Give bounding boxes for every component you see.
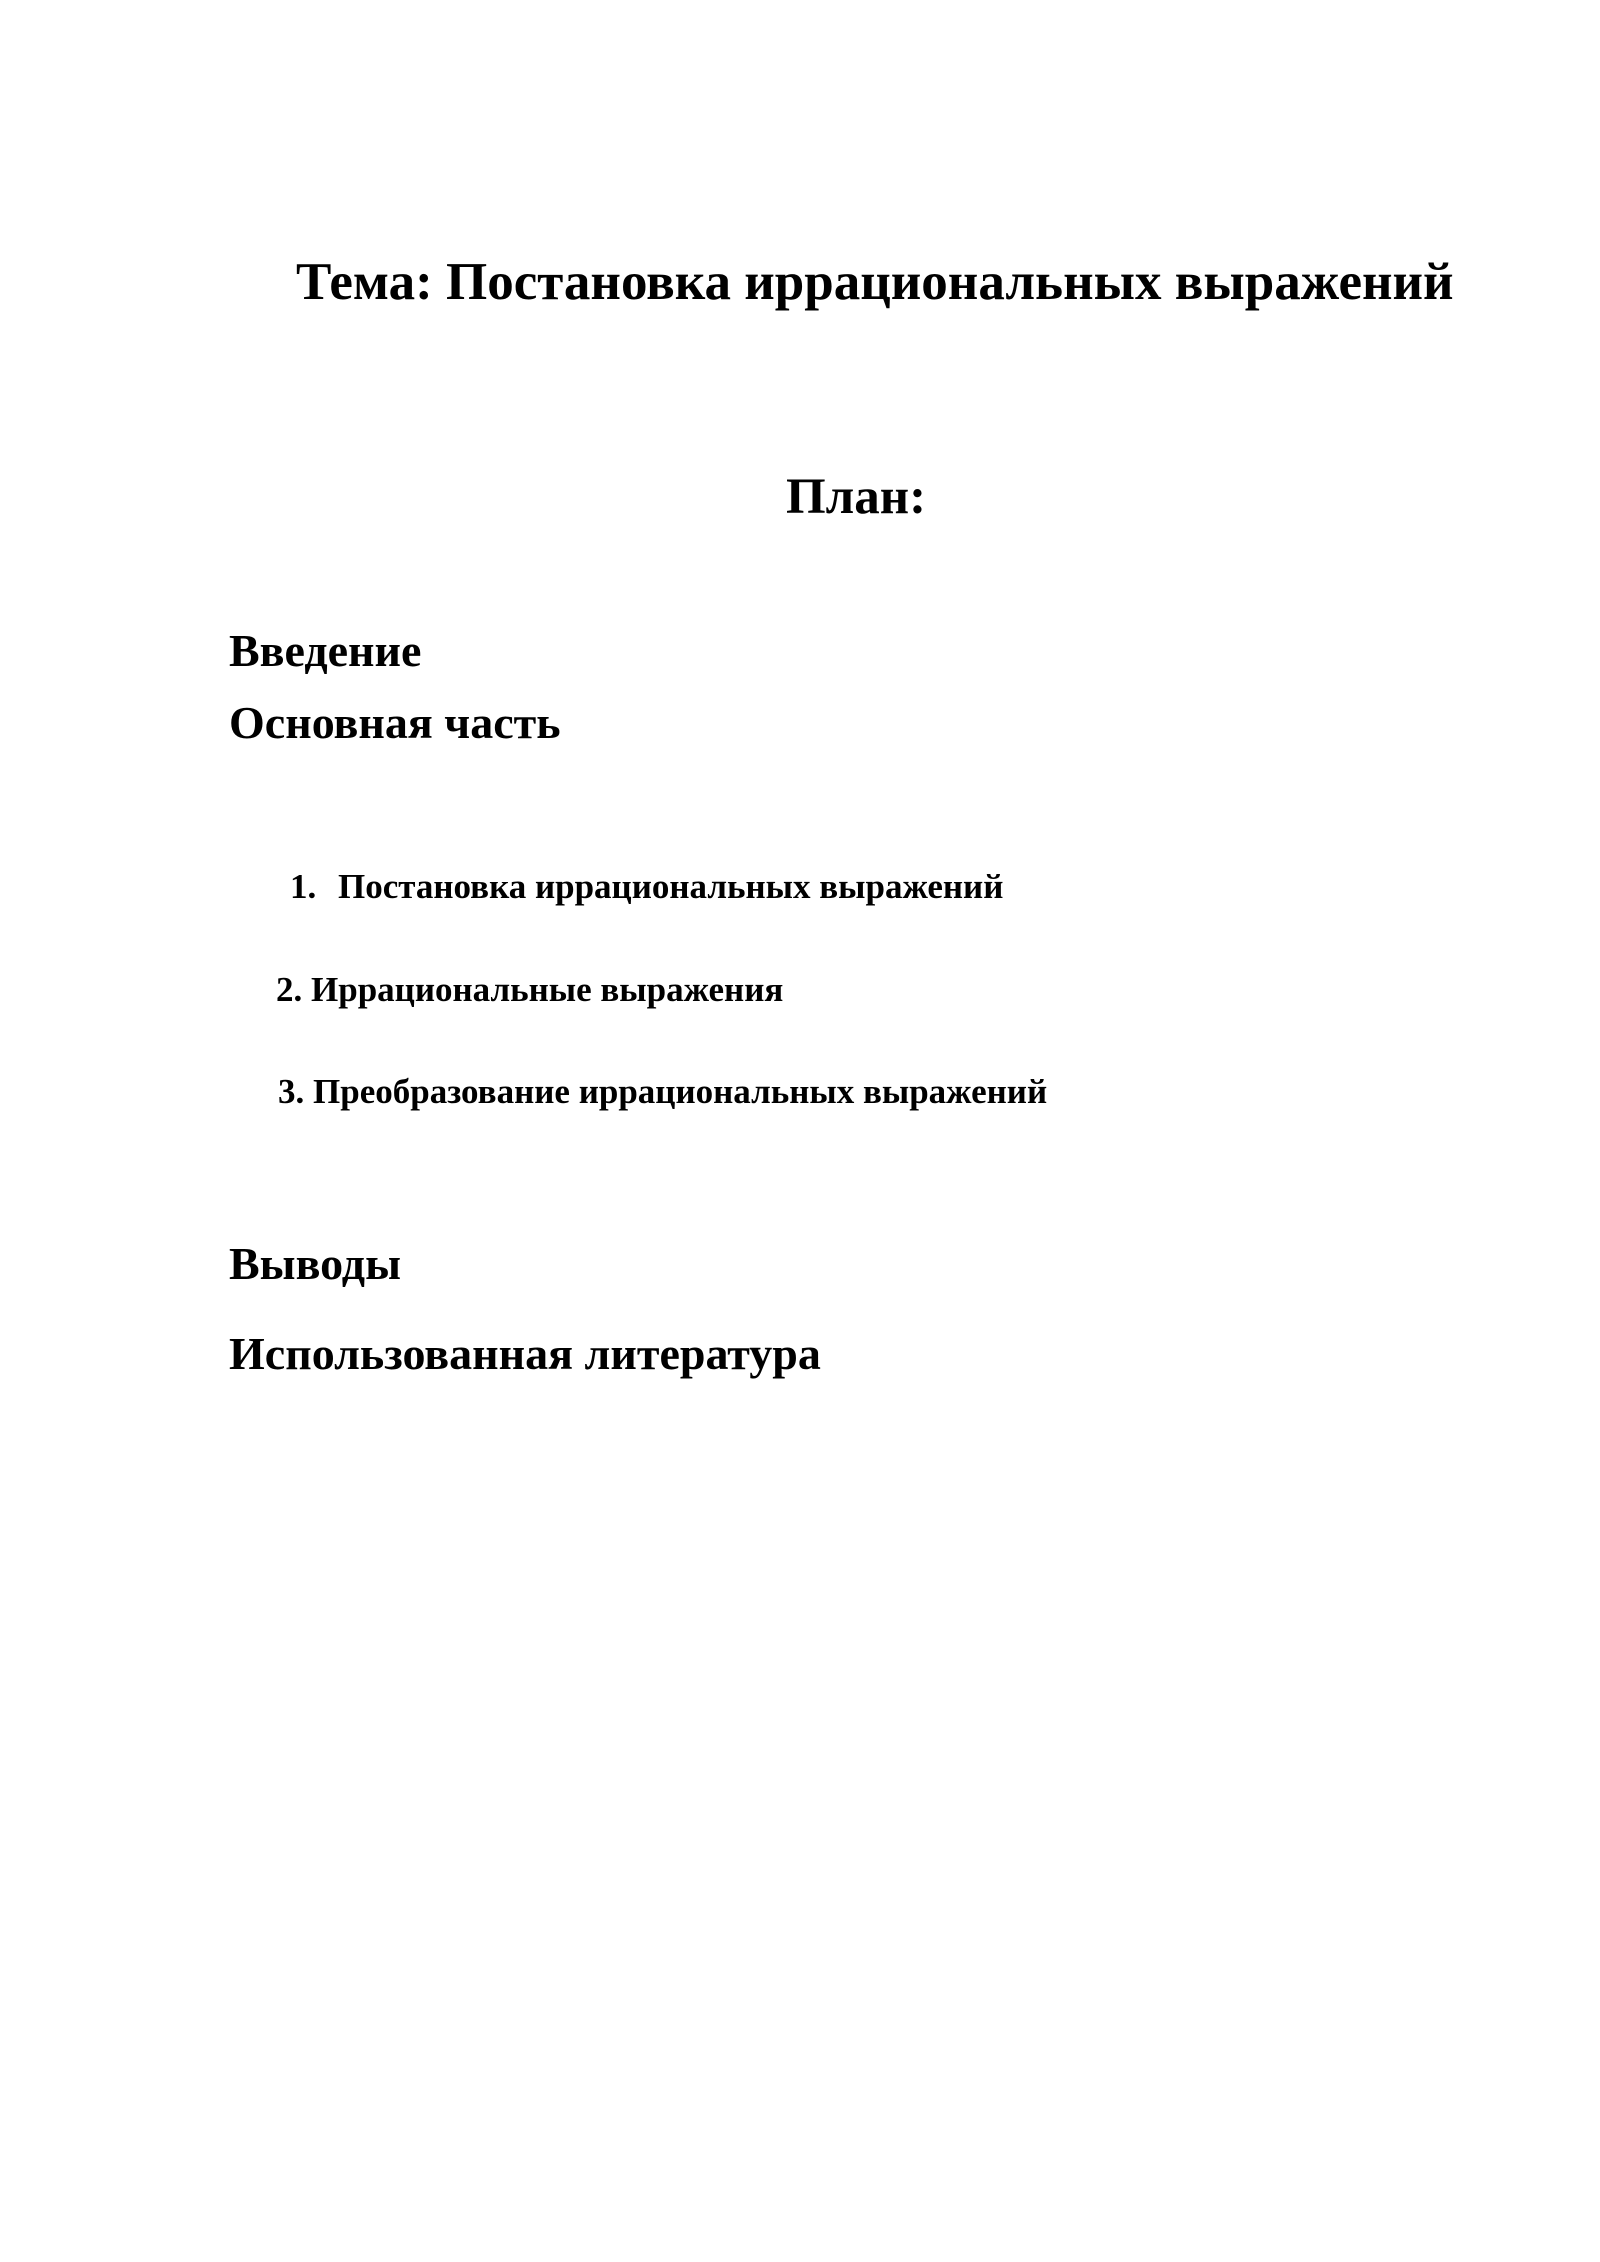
subitem-text: Преобразование иррациональных выражений — [313, 1072, 1048, 1111]
subitem-2 — [276, 972, 783, 1007]
subitem-text: Иррациональные выражения — [311, 970, 784, 1009]
subitem-1 — [290, 869, 1003, 904]
section-literature: Использованная литература — [229, 1328, 821, 1379]
subitem-text: Постановка иррациональных выражений — [338, 867, 1004, 906]
document-title: Тема: Постановка иррациональных выражений — [296, 253, 1454, 311]
subitem-number: 3. — [278, 1072, 305, 1111]
subitem-number: 1. — [290, 867, 317, 906]
section-conclusions: Выводы — [229, 1238, 401, 1289]
plan-heading: План: — [786, 469, 927, 525]
section-main-part: Основная часть — [229, 697, 561, 748]
subitem-3 — [278, 1074, 1047, 1109]
section-introduction: Введение — [229, 625, 422, 676]
subitem-number: 2. — [276, 970, 303, 1009]
